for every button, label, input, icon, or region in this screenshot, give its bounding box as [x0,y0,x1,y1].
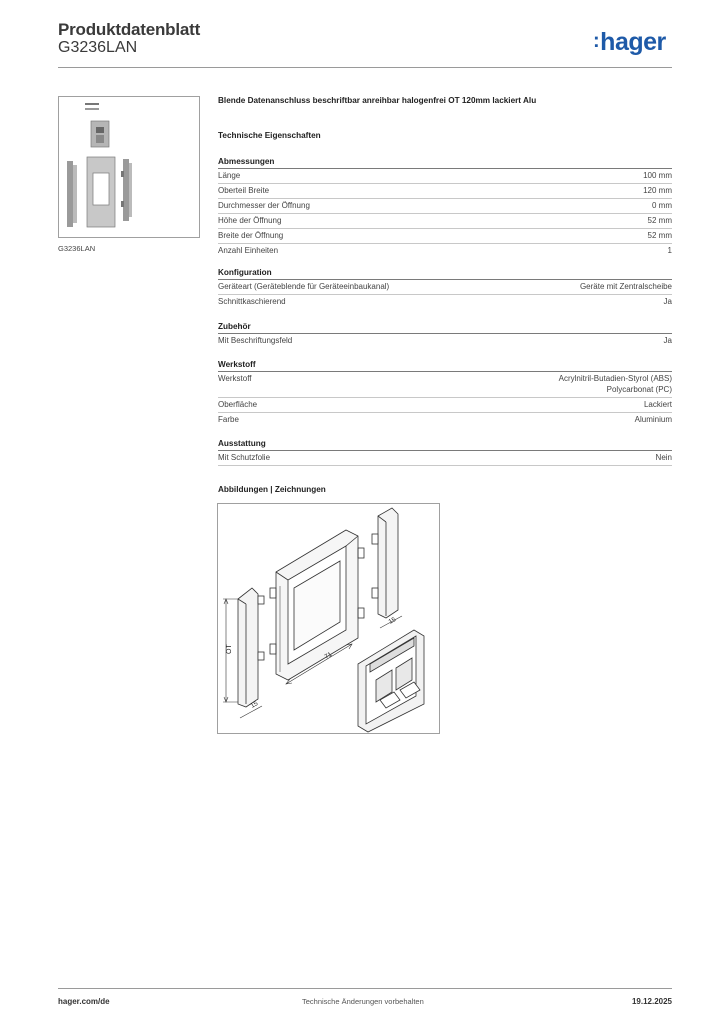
footer-divider [58,988,672,989]
product-thumbnail-icon [59,97,199,237]
row-value: Ja [663,297,672,306]
section-title: Werkstoff [218,358,672,372]
product-code-heading: G3236LAN [58,39,138,56]
row-value: 0 mm [652,201,672,210]
table-row [218,334,672,348]
product-name: Blende Datenanschluss beschriftbar anreihbar halogenfrei OT 120mm lackiert Alu [218,96,537,105]
row-value: 120 mm [643,186,672,195]
table-row [218,244,672,258]
image-caption: G3236LAN [58,244,96,253]
logo-mark-icon: : [593,30,600,52]
row-value: Ja [663,336,672,345]
table-row [218,229,672,244]
row-value: Lackiert [643,400,672,409]
table-row [218,184,672,199]
section-title: Zubehör [218,320,672,334]
row-value-line: Acrylnitril-Butadien-Styrol (ABS) [558,374,672,383]
row-label: Oberteil Breite [218,186,270,195]
footer-date: 19.12.2025 [631,997,672,1006]
footer-notice: Technische Änderungen vorbehalten [302,997,424,1006]
section-abmessungen [218,155,672,258]
section-ausstattung [218,437,672,466]
row-value: 52 mm [647,231,672,240]
table-row [218,169,672,184]
page-title: Produktdatenblatt [58,20,201,39]
table-row [218,372,672,398]
row-label: Mit Schutzfolie [218,453,271,462]
section-title: Ausstattung [218,437,672,451]
section-title: Konfiguration [218,266,672,280]
table-row [218,199,672,214]
table-row [218,451,672,466]
footer-website-link[interactable]: hager.com/de [58,997,110,1006]
logo-text: hager [600,28,666,56]
section-zubehoer [218,320,672,348]
header-divider [58,67,672,68]
row-label: Werkstoff [218,374,252,383]
table-row [218,413,672,427]
row-value [559,373,672,395]
row-value: 52 mm [647,216,672,225]
table-row [218,280,672,295]
row-value: Aluminium [634,415,672,424]
tech-properties-heading: Technische Eigenschaften [218,131,321,140]
section-konfiguration [218,266,672,309]
row-value: Nein [655,453,672,462]
section-werkstoff [218,358,672,427]
row-value: Geräte mit Zentralscheibe [579,282,672,291]
table-row [218,398,672,413]
row-label: Höhe der Öffnung [218,216,282,225]
row-value-line: Polycarbonat (PC) [606,385,672,394]
row-label: Schnittkaschierend [218,297,286,306]
row-label: Durchmesser der Öffnung [218,201,310,210]
exploded-view-drawing-icon [218,504,439,733]
dim-15-right-label: 15 [387,616,398,626]
row-value: 100 mm [643,171,672,180]
section-title: Abmessungen [218,155,672,169]
row-label: Farbe [218,415,239,424]
dim-ot-label: OT [226,644,233,654]
row-label: Geräteart (Geräteblende für Geräteeinbaukanal) [218,282,390,291]
row-label: Breite der Öffnung [218,231,284,240]
table-row [218,214,672,229]
row-label: Länge [218,171,241,180]
row-label: Oberfläche [218,400,258,409]
technical-drawing [217,503,440,734]
dim-71-label: 71 [323,651,334,661]
row-label: Anzahl Einheiten [218,246,279,255]
table-row [218,295,672,309]
hager-logo[interactable] [593,28,666,57]
product-image [58,96,200,238]
row-label: Mit Beschriftungsfeld [218,336,293,345]
figures-heading: Abbildungen | Zeichnungen [218,485,326,494]
dim-15-bottom-label: 15 [249,700,260,710]
row-value: 1 [667,246,672,255]
